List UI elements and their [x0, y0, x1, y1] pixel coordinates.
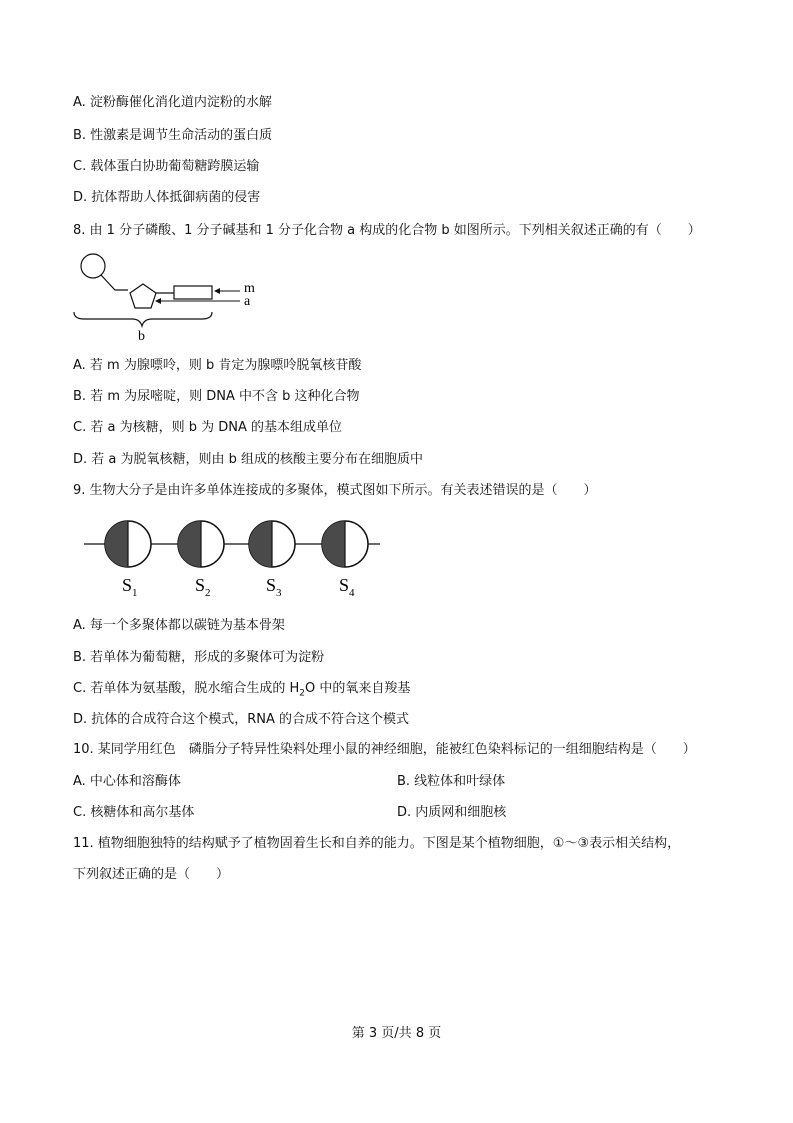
q8-stem: 8. 由 1 分子磷酸、1 分子碱基和 1 分子化合物 a 构成的化合物 b 如图所示。下列相关叙述正确的有（ ）: [73, 223, 701, 238]
q11-stem-line1: 11. 植物细胞独特的结构赋予了植物固着生长和自养的能力。下图是某个植物细胞，①～③表示相关结构，: [73, 836, 681, 851]
label-m: m: [244, 281, 255, 296]
q10-option-c: C. 核糖体和高尔基体: [73, 805, 195, 820]
monomer-4: [322, 521, 368, 567]
label-s2: $S_2$: [195, 575, 211, 599]
page-footer: 第 3 页/共 8 页: [351, 1026, 442, 1041]
q10-option-d: D. 内质网和细胞核: [397, 805, 507, 820]
q10-option-a: A. 中心体和溶酶体: [73, 774, 181, 789]
q8-option-a: A. 若 m 为腺嘌呤，则 b 肯定为腺嘌呤脱氧核苷酸: [73, 358, 362, 373]
q9-option-c-post: O 中的氧来自羧基: [304, 681, 411, 696]
q10-stem: 10. 某同学用红色 磷脂分子特异性染料处理小鼠的神经细胞，能被红色染料标记的一组细胞结构是（ ）: [73, 742, 696, 757]
base-rect: [174, 286, 212, 299]
label-s1: $S_1$: [122, 575, 138, 599]
q9-option-c-sub: 2: [299, 688, 305, 699]
q8-option-b: B. 若 m 为尿嘧啶，则 DNA 中不含 b 这种化合物: [73, 389, 360, 404]
polymer-figure: [84, 513, 384, 605]
monomer-2: [178, 521, 224, 567]
q9-option-d: D. 抗体的合成符合这个模式，RNA 的合成不符合这个模式: [73, 712, 410, 727]
label-s3: $S_3$: [266, 575, 282, 599]
brace-b: [74, 312, 212, 326]
label-s4: $S_4$: [339, 575, 355, 599]
q9-option-b: B. 若单体为葡萄糖，形成的多聚体可为淀粉: [73, 650, 325, 665]
label-b: b: [138, 329, 145, 344]
q8-option-d: D. 若 a 为脱氧核糖，则由 b 组成的核酸主要分布在细胞质中: [73, 452, 424, 467]
monomer-3: [249, 521, 295, 567]
q7-option-d: D. 抗体帮助人体抵御病菌的侵害: [73, 190, 261, 205]
label-a: a: [244, 294, 251, 309]
q11-stem-line2: 下列叙述正确的是（ ）: [73, 867, 230, 882]
q10-option-b: B. 线粒体和叶绿体: [397, 774, 506, 789]
nucleotide-figure: [70, 252, 270, 347]
phosphate-bond: [101, 275, 128, 290]
q7-option-a: A. 淀粉酶催化消化道内淀粉的水解: [73, 95, 272, 110]
q9-option-c-pre: C. 若单体为氨基酸，脱水缩合生成的 H: [73, 681, 300, 696]
q7-option-b: B. 性激素是调节生命活动的蛋白质: [73, 128, 273, 143]
q7-option-c: C. 载体蛋白协助葡萄糖跨膜运输: [73, 159, 260, 174]
pentose-sugar: [130, 284, 156, 308]
q9-option-c: [73, 680, 410, 703]
q8-option-c: C. 若 a 为核糖，则 b 为 DNA 的基本组成单位: [73, 420, 342, 435]
q9-option-a: A. 每一个多聚体都以碳链为基本骨架: [73, 618, 285, 633]
phosphate-circle: [81, 254, 105, 278]
monomer-1: [105, 521, 151, 567]
q9-stem: 9. 生物大分子是由许多单体连接成的多聚体，模式图如下所示。有关表述错误的是（ ）: [73, 483, 597, 498]
